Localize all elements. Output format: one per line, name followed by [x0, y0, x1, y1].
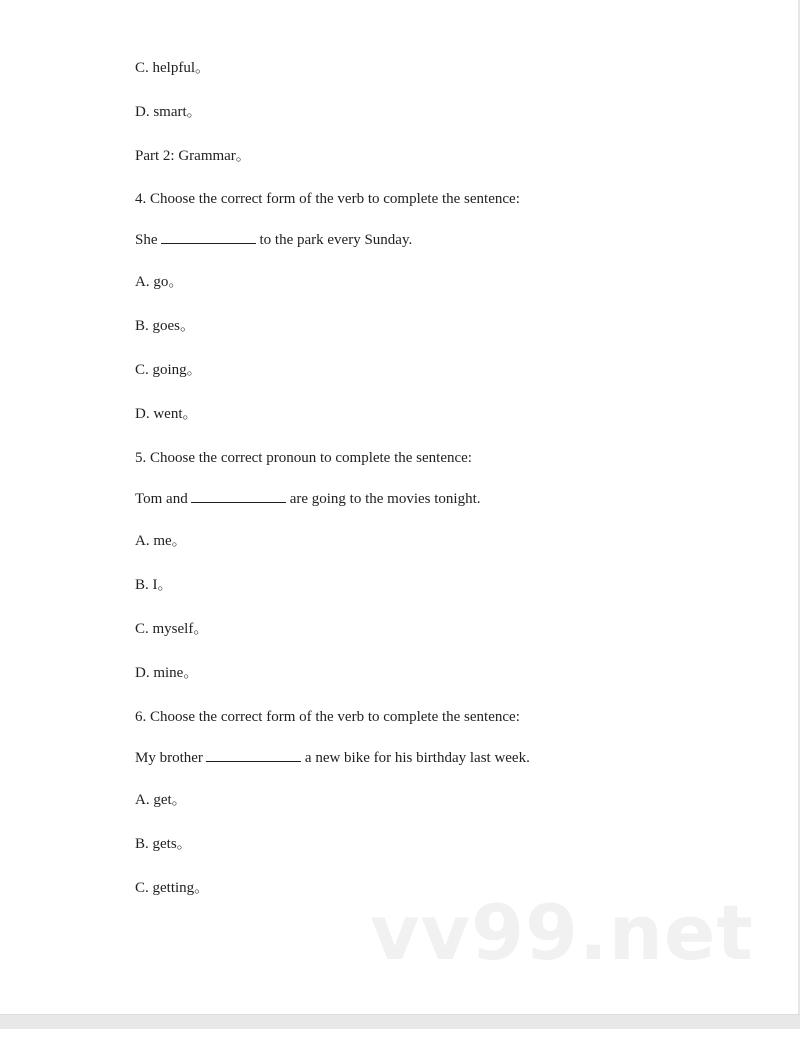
option-d-went: D. went。 [135, 406, 198, 422]
sentence-5-after: are going to the movies tonight. [289, 491, 481, 507]
option-c-helpful: C. helpful。 [135, 60, 210, 76]
option-c-going: C. going。 [135, 362, 202, 378]
answer-blank [161, 231, 256, 244]
option-c-myself: C. myself。 [135, 621, 209, 637]
option-d-mine: D. mine。 [135, 665, 199, 681]
page-separator [0, 1014, 800, 1029]
sentence-6 [135, 749, 530, 767]
section-heading-grammar: Part 2: Grammar。 [135, 148, 251, 164]
sentence-5-before: Tom and [135, 491, 188, 507]
next-page-top [0, 1029, 800, 1039]
sentence-6-before: My brother [135, 750, 203, 766]
sentence-4-before: She [135, 232, 158, 248]
sentence-4 [135, 231, 412, 249]
watermark: vv99.net [370, 888, 754, 977]
question-5: 5. Choose the correct pronoun to complete the sentence: [135, 450, 472, 466]
answer-blank [206, 749, 301, 762]
option-b-gets: B. gets。 [135, 836, 192, 852]
option-d-smart: D. smart。 [135, 104, 202, 120]
option-a-me: A. me。 [135, 533, 187, 549]
question-6: 6. Choose the correct form of the verb to complete the sentence: [135, 709, 520, 725]
answer-blank [191, 490, 286, 503]
sentence-5 [135, 490, 481, 508]
question-4: 4. Choose the correct form of the verb to complete the sentence: [135, 191, 520, 207]
option-b-goes: B. goes。 [135, 318, 196, 334]
option-a-go: A. go。 [135, 274, 184, 290]
sentence-6-after: a new bike for his birthday last week. [304, 750, 530, 766]
option-b-i: B. I。 [135, 577, 173, 593]
sentence-4-after: to the park every Sunday. [259, 232, 413, 248]
option-a-get: A. get。 [135, 792, 187, 808]
option-c-getting: C. getting。 [135, 880, 210, 896]
